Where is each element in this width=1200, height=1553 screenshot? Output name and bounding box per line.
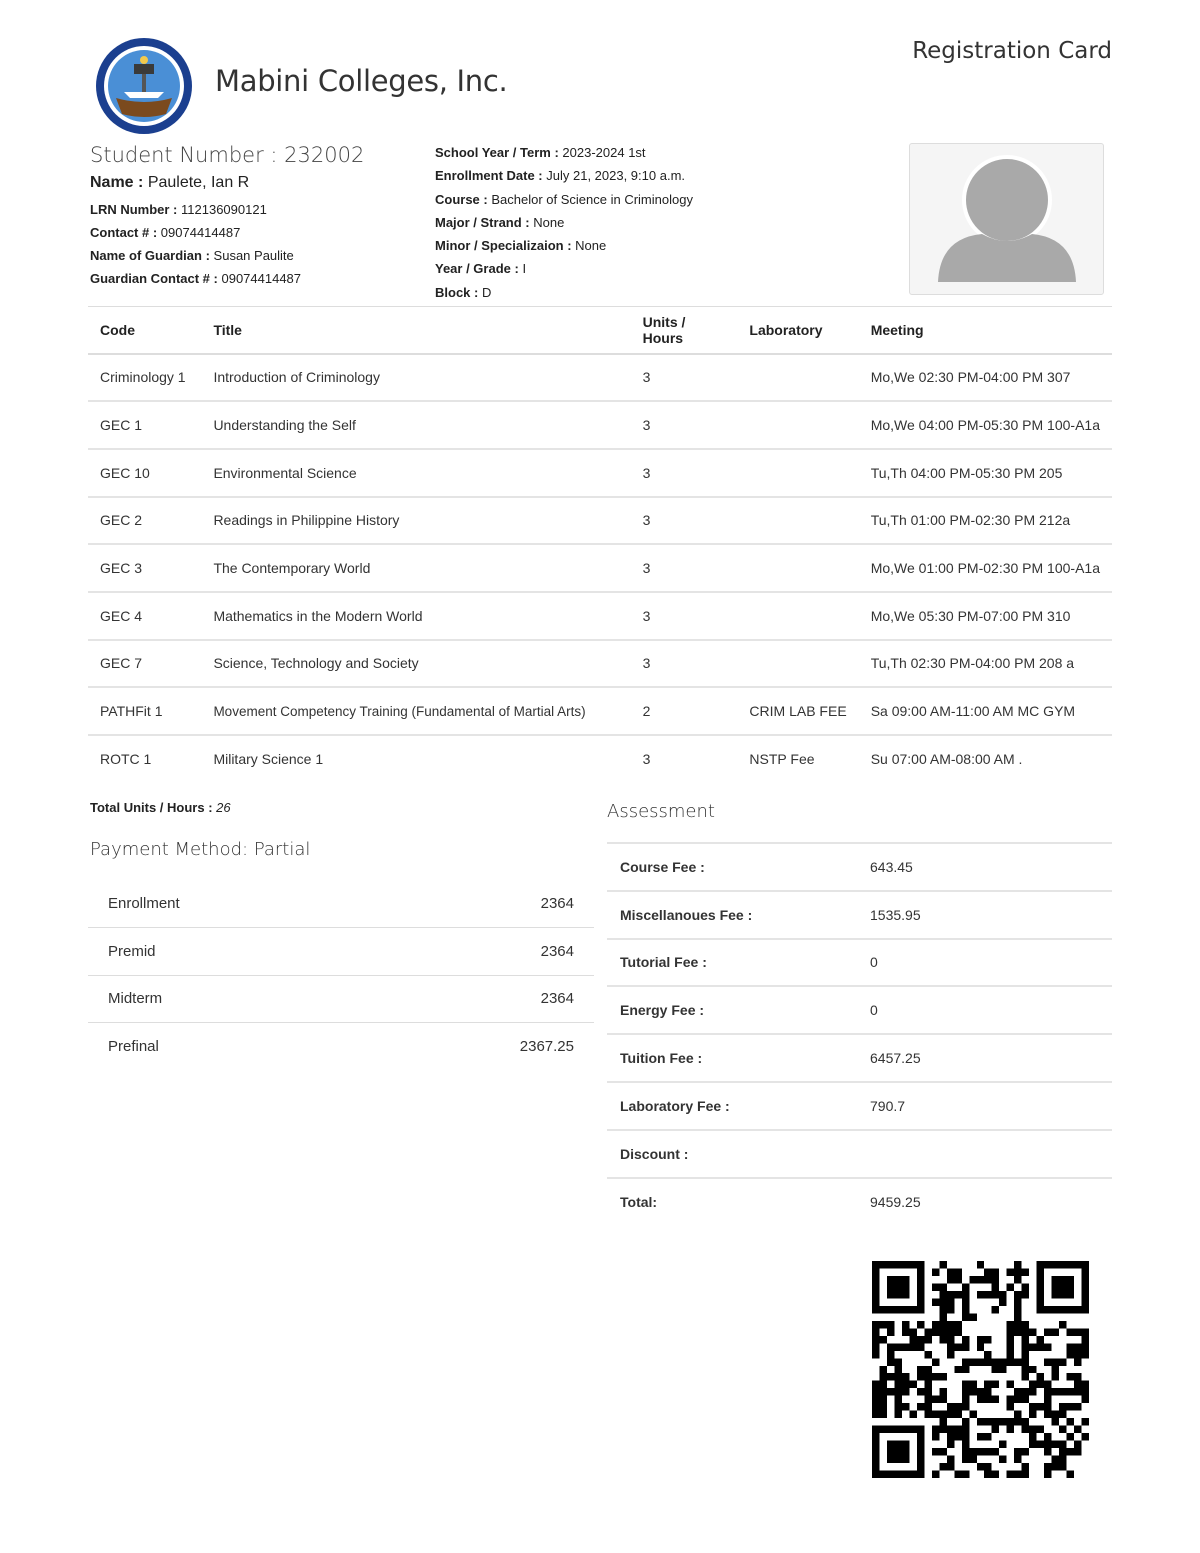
- student-info: [90, 143, 420, 290]
- payment-amount: 2364: [362, 880, 594, 928]
- block-value: D: [481, 284, 492, 300]
- table-row: [88, 401, 1112, 449]
- table-row: [88, 592, 1112, 640]
- total-label: Total:: [620, 1193, 658, 1210]
- payment-label: Enrollment: [88, 880, 362, 928]
- lrn-value: 112136090121: [181, 202, 267, 217]
- course-code: ROTC 1: [100, 751, 152, 768]
- block-line: [435, 281, 895, 304]
- course-units: 3: [631, 354, 738, 402]
- course-units: 3: [631, 592, 738, 640]
- guardian-label: Name of Guardian :: [90, 248, 210, 263]
- total-units-value: 26: [216, 800, 231, 815]
- course-meeting: Mo,We 02:30 PM-04:00 PM 307: [859, 354, 1112, 402]
- fee-value: 1535.95: [857, 891, 1112, 939]
- school-year-line: [435, 141, 895, 164]
- block-label: Block :: [435, 284, 479, 300]
- table-row: [607, 1082, 1112, 1130]
- course-code: PATHFit 1: [88, 687, 201, 735]
- total-value: 9459.25: [870, 1193, 921, 1210]
- course-title: Understanding the Self: [201, 401, 630, 449]
- course-meeting: Su 07:00 AM-08:00 AM .: [870, 751, 1023, 768]
- col-lab: Laboratory: [737, 307, 858, 354]
- payment-label: Prefinal: [108, 1038, 159, 1055]
- fee-value: 643.45: [857, 843, 1112, 891]
- student-name-line: [90, 174, 420, 192]
- table-row: [88, 687, 1112, 735]
- course-title: Readings in Philippine History: [201, 497, 630, 545]
- col-meeting: Meeting: [859, 307, 1112, 354]
- user-avatar-icon: [909, 143, 1104, 295]
- course-code: Criminology 1: [88, 354, 201, 402]
- payment-label: Midterm: [88, 975, 362, 1023]
- fee-label: Discount :: [607, 1130, 857, 1178]
- minor-value: None: [575, 238, 607, 254]
- course-code: GEC 7: [88, 640, 201, 688]
- fee-label: Course Fee :: [607, 843, 857, 891]
- course-units: 2: [631, 687, 738, 735]
- table-row: [88, 735, 1112, 783]
- fee-value: 0: [857, 986, 1112, 1034]
- major-label: Major / Strand :: [435, 214, 530, 230]
- course-title: Introduction of Criminology: [201, 354, 630, 402]
- course-meeting: Mo,We 04:00 PM-05:30 PM 100-A1a: [859, 401, 1112, 449]
- enrollment-info: [435, 141, 895, 304]
- table-row: [88, 928, 594, 976]
- table-row: [607, 891, 1112, 939]
- payment-label: Premid: [88, 928, 362, 976]
- student-name-label: Name :: [90, 174, 144, 191]
- school-year-label: School Year / Term :: [435, 145, 559, 160]
- table-row: [88, 544, 1112, 592]
- total-units: [90, 800, 231, 815]
- course-label: Course :: [435, 191, 488, 207]
- enrollment-date-line: [435, 164, 895, 187]
- course-meeting: Mo,We 01:00 PM-02:30 PM 100-A1a: [859, 544, 1112, 592]
- payment-schedule-table: [88, 880, 594, 1070]
- assessment-title: Assessment: [607, 801, 715, 822]
- year-value: I: [522, 261, 527, 277]
- course-code: GEC 4: [88, 592, 201, 640]
- payment-amount: 2364: [362, 928, 594, 976]
- course-units: 3: [631, 640, 738, 688]
- enrollment-date-value: July 21, 2023, 9:10 a.m.: [546, 168, 686, 184]
- fee-label: Tuition Fee :: [607, 1034, 857, 1082]
- total-units-label: Total Units / Hours :: [90, 800, 213, 815]
- student-name-value: Paulete, Ian R: [147, 174, 250, 191]
- course-lab: CRIM LAB FEE: [737, 687, 858, 735]
- payment-method: Payment Method: Partial: [90, 839, 311, 860]
- table-row: [88, 449, 1112, 497]
- guardian-line: [90, 244, 420, 267]
- guardian-contact-line: [90, 267, 420, 290]
- course-meeting: Tu,Th 04:00 PM-05:30 PM 205: [859, 449, 1112, 497]
- course-lab: [737, 640, 858, 688]
- fee-value: [857, 1130, 1112, 1178]
- course-units: 3: [631, 497, 738, 545]
- table-row: [88, 497, 1112, 545]
- fee-label: Energy Fee :: [607, 986, 857, 1034]
- document-title: Registration Card: [912, 38, 1112, 64]
- guardian-contact-label: Guardian Contact # :: [90, 271, 218, 286]
- course-lab: [737, 497, 858, 545]
- table-row: [607, 1034, 1112, 1082]
- lrn-label: LRN Number :: [90, 202, 178, 217]
- course-code: GEC 3: [88, 544, 201, 592]
- course-line: [435, 188, 895, 211]
- qr-code-icon: [872, 1261, 1089, 1478]
- table-row: [607, 986, 1112, 1034]
- table-row: [607, 1178, 1112, 1226]
- courses-header-row: [88, 307, 1112, 354]
- table-row: [88, 975, 594, 1023]
- course-meeting: Mo,We 05:30 PM-07:00 PM 310: [859, 592, 1112, 640]
- table-row: [607, 1130, 1112, 1178]
- fee-value: 790.7: [857, 1082, 1112, 1130]
- course-meeting: Sa 09:00 AM-11:00 AM MC GYM: [859, 687, 1112, 735]
- course-title: Mathematics in the Modern World: [201, 592, 630, 640]
- assessment-table: [607, 842, 1112, 1225]
- major-line: [435, 211, 895, 234]
- table-row: [607, 843, 1112, 891]
- course-title: Military Science 1: [213, 751, 324, 768]
- student-number-line: [90, 143, 420, 167]
- course-title: Environmental Science: [201, 449, 630, 497]
- course-units: 3: [631, 449, 738, 497]
- table-row: [88, 880, 594, 928]
- fee-value: 6457.25: [857, 1034, 1112, 1082]
- school-year-value: 2023-2024 1st: [562, 145, 646, 160]
- major-value: None: [533, 214, 565, 230]
- course-code: GEC 10: [88, 449, 201, 497]
- course-units: 3: [642, 751, 651, 768]
- school-seal-icon: [94, 36, 194, 136]
- course-lab: [737, 401, 858, 449]
- col-code: Code: [88, 307, 201, 354]
- minor-line: [435, 234, 895, 257]
- course-title: The Contemporary World: [201, 544, 630, 592]
- contact-line: [90, 221, 420, 244]
- student-number-value: 232002: [284, 143, 365, 167]
- course-lab: [737, 449, 858, 497]
- lrn-line: [90, 198, 420, 221]
- course-code: GEC 1: [88, 401, 201, 449]
- minor-label: Minor / Specializaion :: [435, 238, 572, 254]
- table-row: [607, 939, 1112, 987]
- course-lab: [737, 592, 858, 640]
- fee-label: Miscellanoues Fee :: [607, 891, 857, 939]
- table-row: [88, 640, 1112, 688]
- course-units: 3: [631, 401, 738, 449]
- year-label: Year / Grade :: [435, 261, 519, 277]
- payment-amount: 2367.25: [519, 1038, 574, 1055]
- table-row: [88, 354, 1112, 402]
- contact-label: Contact # :: [90, 225, 158, 240]
- guardian-contact-value: 09074414487: [221, 271, 302, 286]
- course-code: GEC 2: [88, 497, 201, 545]
- col-units: Units / Hours: [631, 307, 738, 354]
- course-lab: [737, 544, 858, 592]
- course-lab: NSTP Fee: [749, 751, 815, 768]
- student-number-label: Student Number :: [90, 143, 278, 167]
- guardian-value: Susan Paulite: [213, 248, 294, 263]
- courses-table: [88, 306, 1112, 783]
- course-units: 3: [631, 544, 738, 592]
- year-line: [435, 257, 895, 280]
- col-title: Title: [201, 307, 630, 354]
- contact-value: 09074414487: [160, 225, 241, 240]
- course-title: Movement Competency Training (Fundamental of Martial Arts): [201, 687, 630, 735]
- course-lab: [737, 354, 858, 402]
- fee-label: Tutorial Fee :: [607, 939, 857, 987]
- course-title: Science, Technology and Society: [201, 640, 630, 688]
- course-meeting: Tu,Th 02:30 PM-04:00 PM 208 a: [859, 640, 1112, 688]
- fee-value: 0: [857, 939, 1112, 987]
- school-name: Mabini Colleges, Inc.: [215, 64, 508, 98]
- fee-label: Laboratory Fee :: [607, 1082, 857, 1130]
- table-row: [88, 1023, 594, 1071]
- course-value: Bachelor of Science in Criminology: [491, 191, 693, 207]
- enrollment-date-label: Enrollment Date :: [435, 168, 543, 184]
- course-meeting: Tu,Th 01:00 PM-02:30 PM 212a: [859, 497, 1112, 545]
- payment-amount: 2364: [362, 975, 594, 1023]
